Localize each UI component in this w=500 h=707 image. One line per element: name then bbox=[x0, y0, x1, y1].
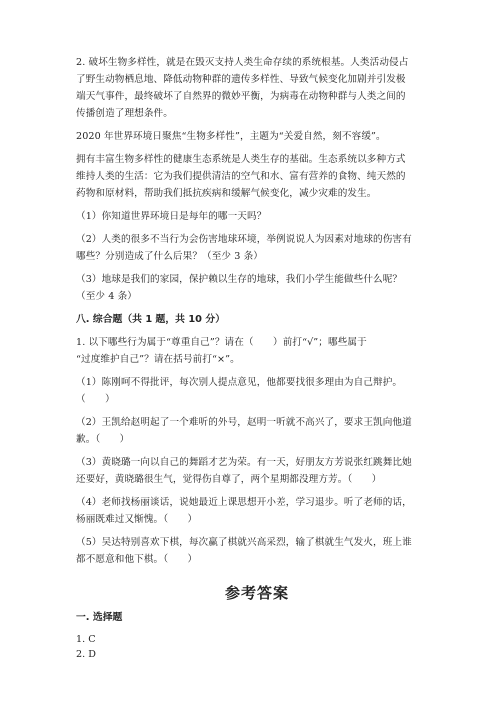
answer-section-heading: 一. 选择题 bbox=[76, 612, 123, 623]
text-line: 端天气事件，最终破坏了自然界的微妙平衡，为病毒在动物种群与人类之间的 bbox=[76, 91, 406, 102]
text-line: （4）老师找杨丽谈话，说她最近上课思想开小差，学习退步。听了老师的话， bbox=[76, 497, 412, 508]
text-line: 2. 破坏生物多样性，就是在毁灭支持人类生命存续的系统根基。人类活动侵占 bbox=[76, 57, 409, 68]
text-line: 2020 年世界环境日聚焦“生物多样性”，主题为“关爱自然，刻不容缓”。 bbox=[76, 131, 386, 142]
text-line: 哪些？分别造成了什么后果？（至少 3 条） bbox=[76, 251, 263, 262]
text-line: 杨丽既难过又惭愧。（ ） bbox=[76, 514, 198, 525]
text-line: （ ） bbox=[76, 394, 115, 405]
text-line: 歉。（ ） bbox=[76, 434, 130, 445]
text-line: （3）地球是我们的家园，保护赖以生存的地球，我们小学生能做些什么呢？ bbox=[76, 274, 403, 285]
text-line: 拥有丰富生物多样性的健康生态系统是人类生存的基础。生态系统以多种方式 bbox=[76, 154, 406, 165]
passage-paragraph-2 bbox=[76, 128, 438, 145]
answer-key-title: 参考答案 bbox=[224, 584, 289, 602]
text-line: （2）王凯给赵明起了一个难听的外号，赵明一听就不高兴了，要求王凯向他道 bbox=[76, 417, 412, 428]
text-line: 还要好，黄晓璐很生气，觉得伤自尊了，两个星期都没理方芳。（ ） bbox=[76, 474, 382, 485]
section8-item-2 bbox=[76, 414, 438, 448]
text-line: （2）人类的很多不当行为会伤害地球环境，举例说说人为因素对地球的伤害有 bbox=[76, 234, 412, 245]
text-line: 了野生动物栖息地、降低动物种群的遗传多样性、导致气候变化加剧并引发极 bbox=[76, 74, 406, 85]
text-line: 都不愿意和他下棋。（ ） bbox=[76, 554, 198, 565]
section8-item-3 bbox=[76, 454, 438, 488]
section-heading-8: 八. 综合题（共 1 题，共 10 分） bbox=[76, 314, 225, 325]
answer-item: 2. D bbox=[76, 649, 96, 660]
text-line: （1）你知道世界环境日是每年的哪一天吗？ bbox=[76, 211, 267, 222]
text-line: （至少 4 条） bbox=[76, 291, 137, 302]
section8-intro bbox=[76, 334, 438, 368]
answer-item: 1. C bbox=[76, 634, 96, 645]
question-3 bbox=[76, 271, 438, 305]
question-2 bbox=[76, 231, 438, 265]
passage-paragraph-1 bbox=[76, 54, 438, 122]
text-line: 传播创造了理想条件。 bbox=[76, 108, 173, 119]
section8-item-4 bbox=[76, 494, 438, 528]
text-line: “过度维护自己”？请在括号前打“×”。 bbox=[76, 354, 240, 365]
section8-item-5 bbox=[76, 534, 438, 568]
text-line: （3）黄晓璐一向以自己的舞蹈才艺为荣。有一天，好朋友方芳说张红跳舞比她 bbox=[76, 457, 412, 468]
question-1 bbox=[76, 208, 438, 225]
passage-paragraph-3 bbox=[76, 151, 438, 202]
text-line: （5）吴达特别喜欢下棋，每次赢了棋就兴高采烈，输了棋就生气发火，班上谁 bbox=[76, 537, 412, 548]
text-line: 维持人类的生活：它为我们提供清洁的空气和水、富有营养的食物、纯天然的 bbox=[76, 171, 406, 182]
text-line: 药物和原材料，帮助我们抵抗疾病和缓解气候变化，减少灾难的发生。 bbox=[76, 188, 377, 199]
text-line: 1. 以下哪些行为属于“尊重自己”？请在（ ）前打“√”；哪些属于 bbox=[76, 337, 367, 348]
section8-item-1 bbox=[76, 374, 438, 408]
text-line: （1）陈刚呵不得批评，每次别人提点意见，他都要找很多理由为自己辩护。 bbox=[76, 377, 403, 388]
